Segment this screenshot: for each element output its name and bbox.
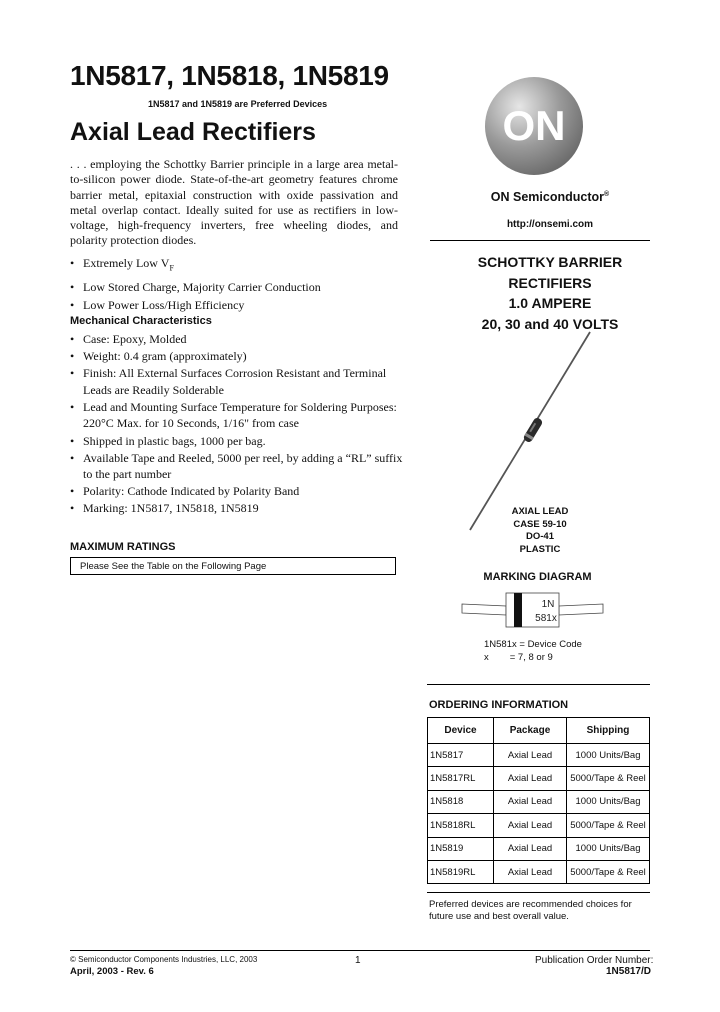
mechanical-item: • Lead and Mounting Surface Temperature for Soldering Purposes: 220°C Max. for 10 Seconds, 1/16" from case: [70, 399, 397, 431]
device-cell: 1N5817: [428, 744, 494, 767]
marking-legend-x: x = 7, 8 or 9: [484, 652, 553, 663]
mechanical-item: • Case: Epoxy, Molded: [70, 332, 187, 346]
column-header-package: Package: [494, 718, 567, 744]
divider: [427, 684, 650, 685]
marking-diagram-heading: MARKING DIAGRAM: [483, 571, 592, 583]
table-row: [428, 814, 650, 837]
divider: [427, 892, 650, 893]
shipping-cell: 1000 Units/Bag: [567, 837, 650, 860]
page-number: 1: [355, 955, 361, 966]
package-cell: Axial Lead: [494, 767, 567, 790]
column-header-shipping: Shipping: [567, 718, 650, 744]
package-cell: Axial Lead: [494, 814, 567, 837]
shipping-cell: 5000/Tape & Reel: [567, 814, 650, 837]
cathode-band: [514, 593, 522, 627]
diode-package-drawing: [455, 330, 605, 535]
page-title: 1N5817, 1N5818, 1N5819: [70, 60, 389, 91]
shipping-cell: 1000 Units/Bag: [567, 744, 650, 767]
column-header-device: Device: [428, 718, 494, 744]
diode-body: [522, 416, 543, 443]
product-title: SCHOTTKY BARRIER RECTIFIERS 1.0 AMPERE 20, 30 and 40 VOLTS: [477, 254, 623, 332]
shipping-cell: 5000/Tape & Reel: [567, 860, 650, 883]
mechanical-item: • Polarity: Cathode Indicated by Polarity Band: [70, 484, 300, 499]
table-row: [428, 744, 650, 767]
revision-date: April, 2003 - Rev. 6: [70, 966, 154, 977]
marking-line-2: 581x: [535, 613, 557, 624]
ordering-info-heading: ORDERING INFORMATION: [429, 699, 569, 711]
maximum-ratings-heading: MAXIMUM RATINGS: [70, 541, 176, 553]
marking-legend-device: 1N581x = Device Code: [484, 639, 582, 650]
package-cell: Axial Lead: [494, 860, 567, 883]
mechanical-item: • Shipped in plastic bags, 1000 per bag.: [70, 433, 266, 448]
publication-order-label: Publication Order Number:: [535, 955, 654, 966]
package-cell: Axial Lead: [494, 837, 567, 860]
marking-diagram: [460, 591, 605, 631]
preferred-devices-note: 1N5817 and 1N5819 are Preferred Devices: [148, 99, 328, 109]
page-subtitle: Axial Lead Rectifiers: [70, 118, 316, 146]
table-header-row: [428, 718, 650, 744]
shipping-cell: 1000 Units/Bag: [567, 790, 650, 813]
shipping-cell: 5000/Tape & Reel: [567, 767, 650, 790]
on-semiconductor-logo: [484, 76, 584, 176]
feature-item: • Low Stored Charge, Majority Carrier Conduction: [70, 279, 321, 294]
mechanical-item: • Available Tape and Reeled, 5000 per reel, by adding a “RL” suffix to the part number: [70, 450, 403, 482]
mechanical-list: [70, 331, 410, 518]
brand-name: ON Semiconductor®: [490, 190, 610, 204]
device-cell: 1N5818: [428, 790, 494, 813]
device-cell: 1N5819: [428, 837, 494, 860]
footer-divider: [70, 950, 650, 951]
table-row: [428, 790, 650, 813]
intro-paragraph: . . . employing the Schottky Barrier principle in a large area metal-to-silicon power diode. State-of-the-art geometry features chrome barrier metal, epitaxial construction with oxide passivation and metal overlap contact. Ideally suited for use as rectifiers in low-voltage, high-frequency inverters, free wheeling diodes, and polarity protection diodes.: [70, 157, 398, 248]
table-row: [428, 837, 650, 860]
feature-list: [70, 255, 405, 315]
marking-line-1: 1N: [541, 599, 555, 610]
preferred-devices-footnote: Preferred devices are recommended choices for future use and best overall value.: [429, 899, 632, 922]
divider: [430, 240, 650, 241]
mechanical-item: • Marking: 1N5817, 1N5818, 1N5819: [70, 501, 259, 516]
logo-text: ON: [502, 102, 566, 149]
feature-item: • Extremely Low $V_F$: [70, 256, 174, 273]
device-cell: 1N5819RL: [428, 860, 494, 883]
ordering-table: [427, 717, 650, 884]
device-cell: 1N5817RL: [428, 767, 494, 790]
package-cell: Axial Lead: [494, 744, 567, 767]
mechanical-item: • Weight: 0.4 gram (approximately): [70, 349, 247, 364]
mechanical-item: • Finish: All External Surfaces Corrosion Resistant and Terminal Leads are Readily Solderable: [70, 366, 387, 397]
publication-order-number: 1N5817/D: [605, 966, 651, 977]
mechanical-heading: Mechanical Characteristics: [70, 315, 212, 327]
package-info: AXIAL LEAD CASE 59-10 DO-41 PLASTIC: [511, 506, 569, 555]
maximum-ratings-note: Please See the Table on the Following Page: [70, 557, 396, 575]
feature-item: • Low Power Loss/High Efficiency: [70, 297, 245, 312]
brand-url[interactable]: http://onsemi.com: [506, 219, 594, 230]
copyright: © Semiconductor Components Industries, LLC, 2003: [70, 955, 258, 964]
table-row: [428, 860, 650, 883]
package-cell: Axial Lead: [494, 790, 567, 813]
device-cell: 1N5818RL: [428, 814, 494, 837]
table-row: [428, 767, 650, 790]
